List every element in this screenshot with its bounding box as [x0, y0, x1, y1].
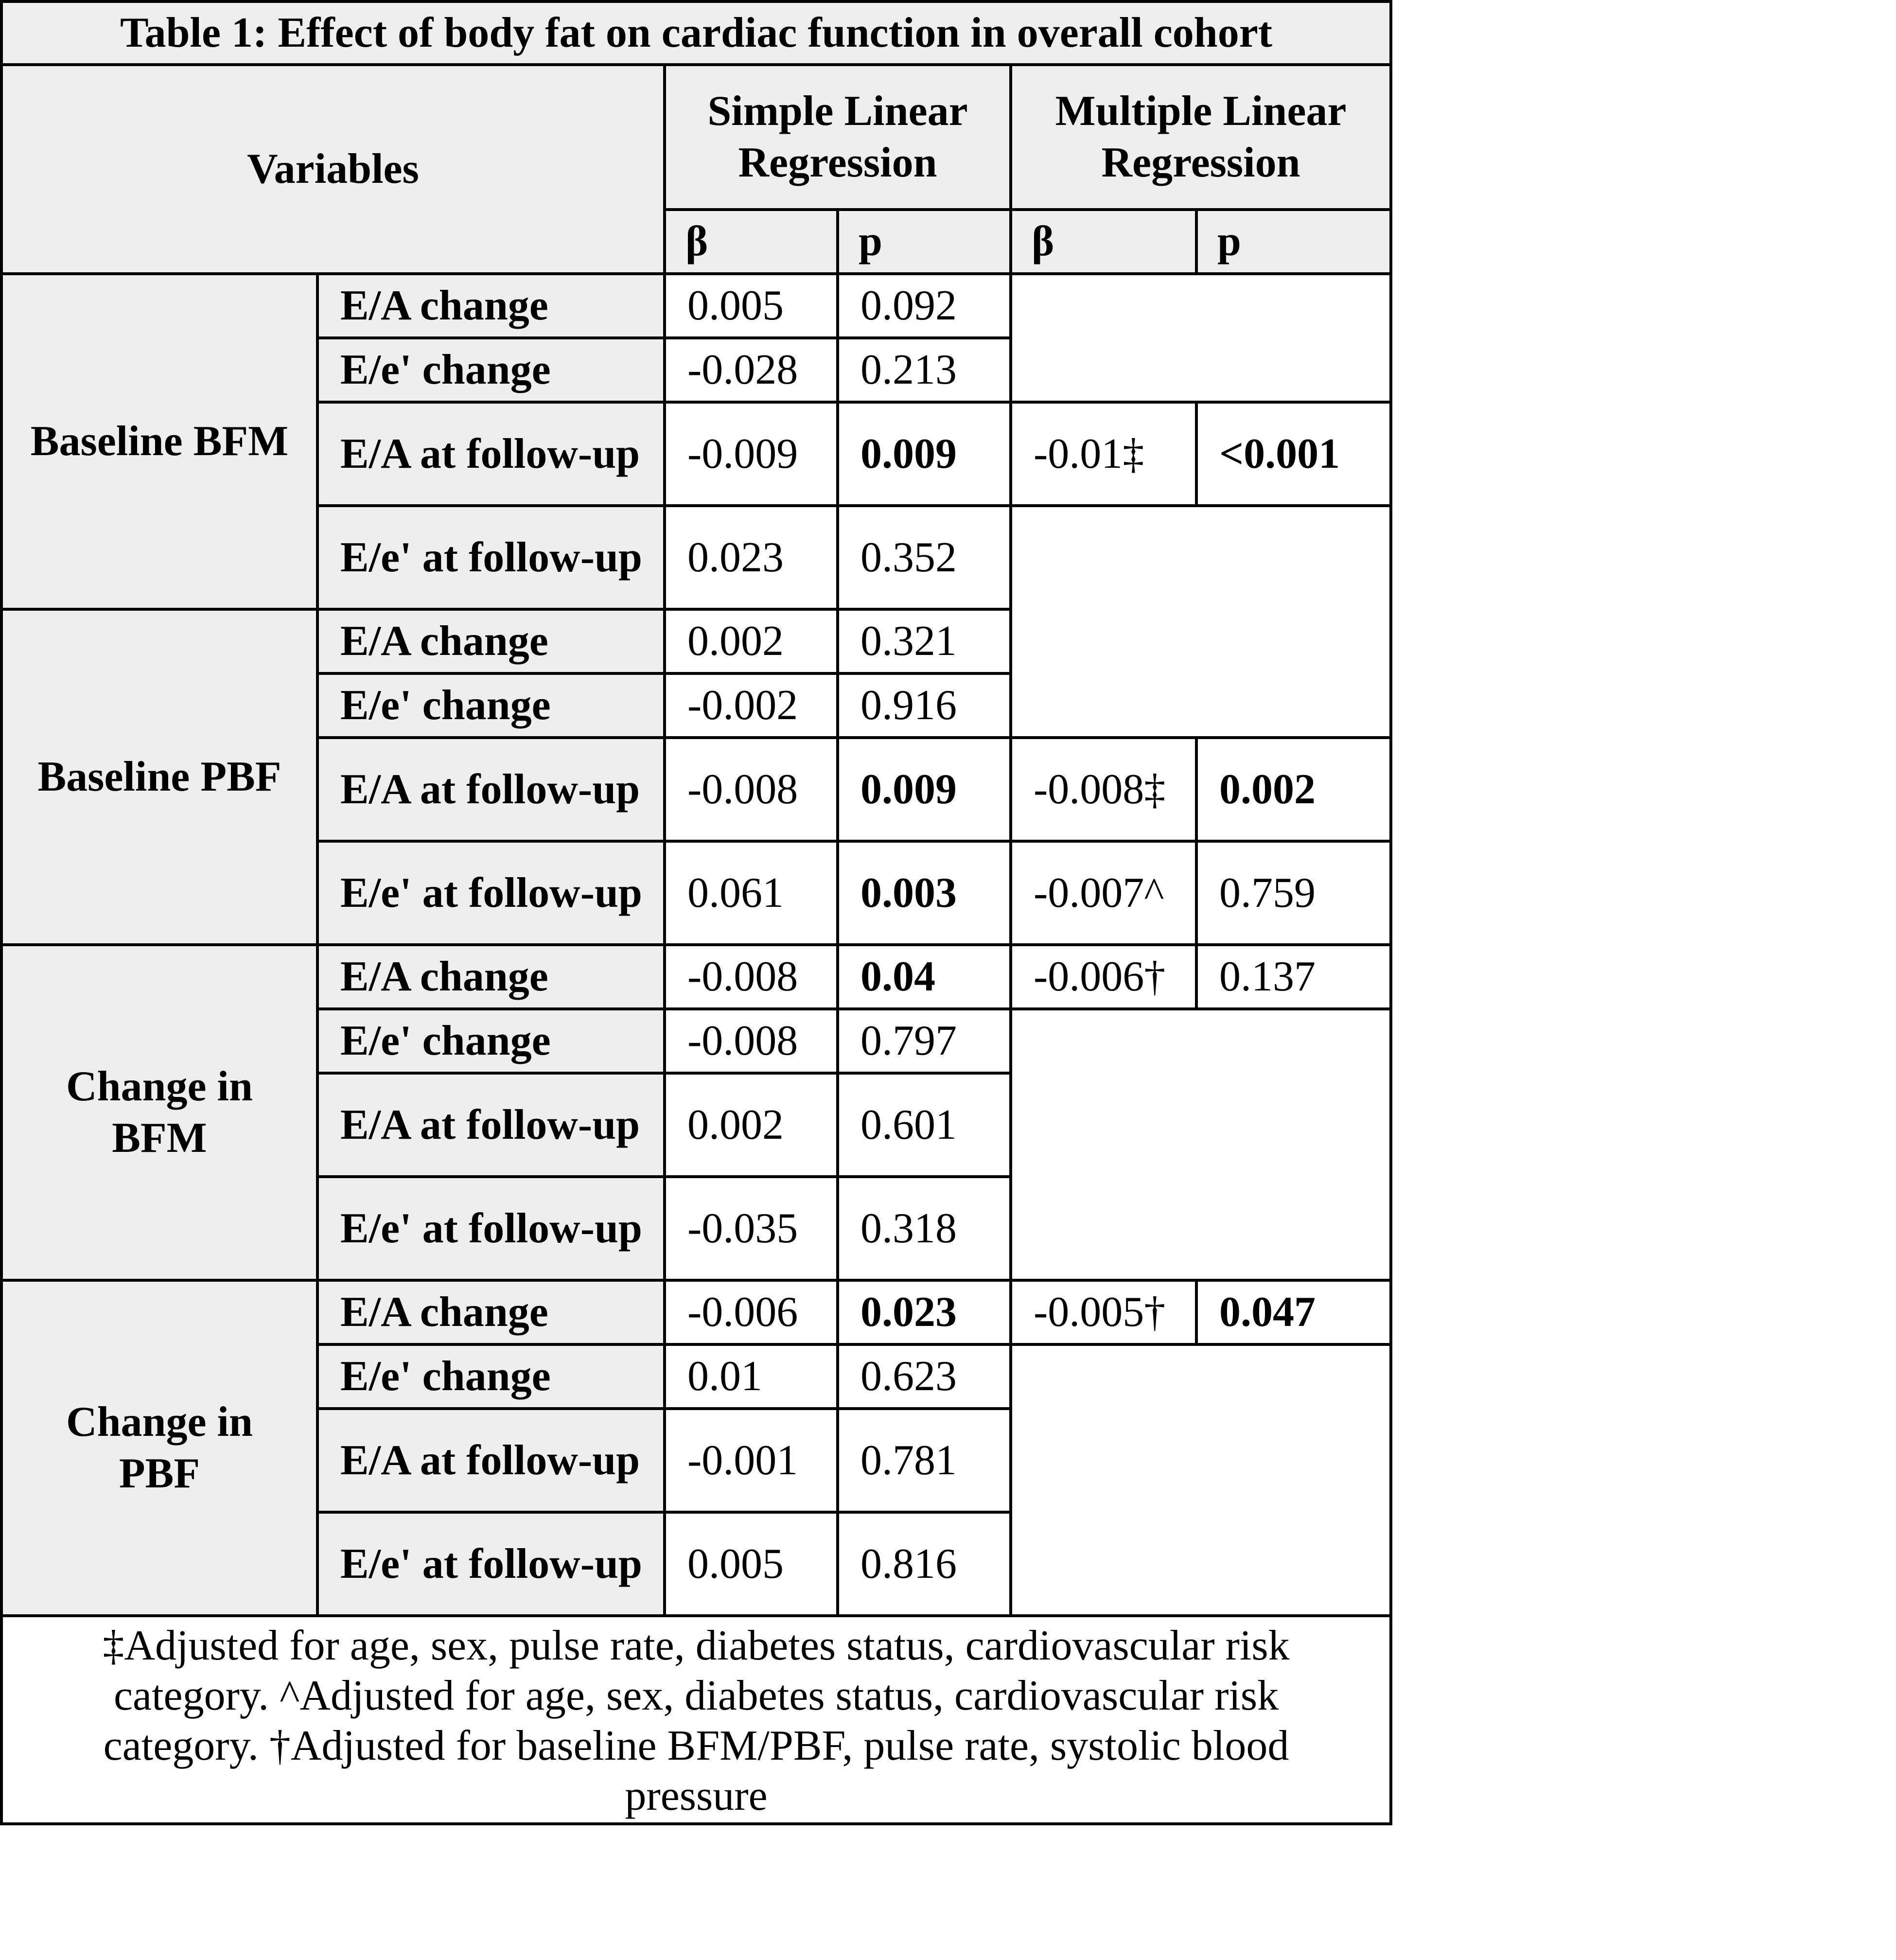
table-row — [1, 1280, 1391, 1344]
simple-beta-header: β — [665, 210, 838, 274]
simple-p: 0.009 — [838, 402, 1011, 506]
simple-p: 0.623 — [838, 1344, 1011, 1409]
simple-beta: -0.006 — [665, 1280, 838, 1344]
simple-beta: -0.002 — [665, 673, 838, 738]
table-row — [1, 945, 1391, 1009]
multiple-beta-header: β — [1011, 210, 1196, 274]
multiple-p: 0.137 — [1196, 945, 1391, 1009]
outcome-label: E/e' at follow-up — [317, 1512, 665, 1616]
simple-beta: 0.002 — [665, 609, 838, 673]
table-title: Table 1: Effect of body fat on cardiac function in overall cohort — [1, 1, 1391, 65]
simple-p: 0.023 — [838, 1280, 1011, 1344]
simple-p: 0.352 — [838, 506, 1011, 609]
group-label: Baseline BFM — [1, 274, 317, 609]
table-footnote: ‡Adjusted for age, sex, pulse rate, diabetes status, cardiovascular risk category. ^Adjusted for age, sex, diabetes status, cardiovascular risk category. †Adjusted for baseline BFM/PBF, pulse rate, systolic blood pressure — [1, 1616, 1391, 1824]
simple-p: 0.916 — [838, 673, 1011, 738]
outcome-label: E/A change — [317, 1280, 665, 1344]
multiple-beta: -0.01‡ — [1011, 402, 1196, 506]
multiple-p: <0.001 — [1196, 402, 1391, 506]
outcome-label: E/e' change — [317, 673, 665, 738]
group-label: Baseline PBF — [1, 609, 317, 945]
simple-p: 0.781 — [838, 1409, 1011, 1512]
simple-beta: 0.061 — [665, 841, 838, 945]
simple-beta: 0.023 — [665, 506, 838, 609]
outcome-label: E/A at follow-up — [317, 1409, 665, 1512]
simple-p: 0.003 — [838, 841, 1011, 945]
outcome-label: E/A at follow-up — [317, 1073, 665, 1177]
simple-p: 0.321 — [838, 609, 1011, 673]
simple-beta: -0.009 — [665, 402, 838, 506]
multiple-beta: -0.006† — [1011, 945, 1196, 1009]
simple-beta: -0.008 — [665, 738, 838, 841]
multiple-beta: -0.008‡ — [1011, 738, 1196, 841]
outcome-label: E/A change — [317, 609, 665, 673]
outcome-label: E/A change — [317, 945, 665, 1009]
simple-beta: 0.01 — [665, 1344, 838, 1409]
simple-beta: -0.008 — [665, 1009, 838, 1073]
multiple-p: 0.047 — [1196, 1280, 1391, 1344]
multiple-p: 0.002 — [1196, 738, 1391, 841]
simple-beta: 0.005 — [665, 1512, 838, 1616]
outcome-label: E/e' change — [317, 338, 665, 402]
outcome-label: E/A at follow-up — [317, 738, 665, 841]
simple-regression-header: Simple Linear Regression — [665, 65, 1011, 210]
simple-beta: -0.028 — [665, 338, 838, 402]
outcome-label: E/e' at follow-up — [317, 1177, 665, 1280]
group-label: Change in BFM — [1, 945, 317, 1280]
multiple-p: 0.759 — [1196, 841, 1391, 945]
simple-beta: 0.002 — [665, 1073, 838, 1177]
empty-cell — [1011, 506, 1391, 738]
simple-p: 0.04 — [838, 945, 1011, 1009]
outcome-label: E/e' at follow-up — [317, 506, 665, 609]
empty-cell — [1011, 1344, 1391, 1616]
simple-p: 0.601 — [838, 1073, 1011, 1177]
simple-p: 0.797 — [838, 1009, 1011, 1073]
outcome-label: E/e' at follow-up — [317, 841, 665, 945]
simple-p: 0.092 — [838, 274, 1011, 338]
outcome-label: E/e' change — [317, 1009, 665, 1073]
simple-p: 0.009 — [838, 738, 1011, 841]
variables-header: Variables — [1, 65, 665, 274]
multiple-beta: -0.007^ — [1011, 841, 1196, 945]
simple-p-header: p — [838, 210, 1011, 274]
simple-beta: -0.008 — [665, 945, 838, 1009]
outcome-label: E/A at follow-up — [317, 402, 665, 506]
multiple-p-header: p — [1196, 210, 1391, 274]
empty-cell — [1011, 274, 1391, 402]
simple-beta: 0.005 — [665, 274, 838, 338]
simple-p: 0.318 — [838, 1177, 1011, 1280]
simple-p: 0.816 — [838, 1512, 1011, 1616]
multiple-regression-header: Multiple Linear Regression — [1011, 65, 1391, 210]
outcome-label: E/A change — [317, 274, 665, 338]
table-row — [1, 274, 1391, 338]
group-label: Change in PBF — [1, 1280, 317, 1616]
outcome-label: E/e' change — [317, 1344, 665, 1409]
multiple-beta: -0.005† — [1011, 1280, 1196, 1344]
empty-cell — [1011, 1009, 1391, 1280]
simple-p: 0.213 — [838, 338, 1011, 402]
simple-beta: -0.035 — [665, 1177, 838, 1280]
simple-beta: -0.001 — [665, 1409, 838, 1512]
